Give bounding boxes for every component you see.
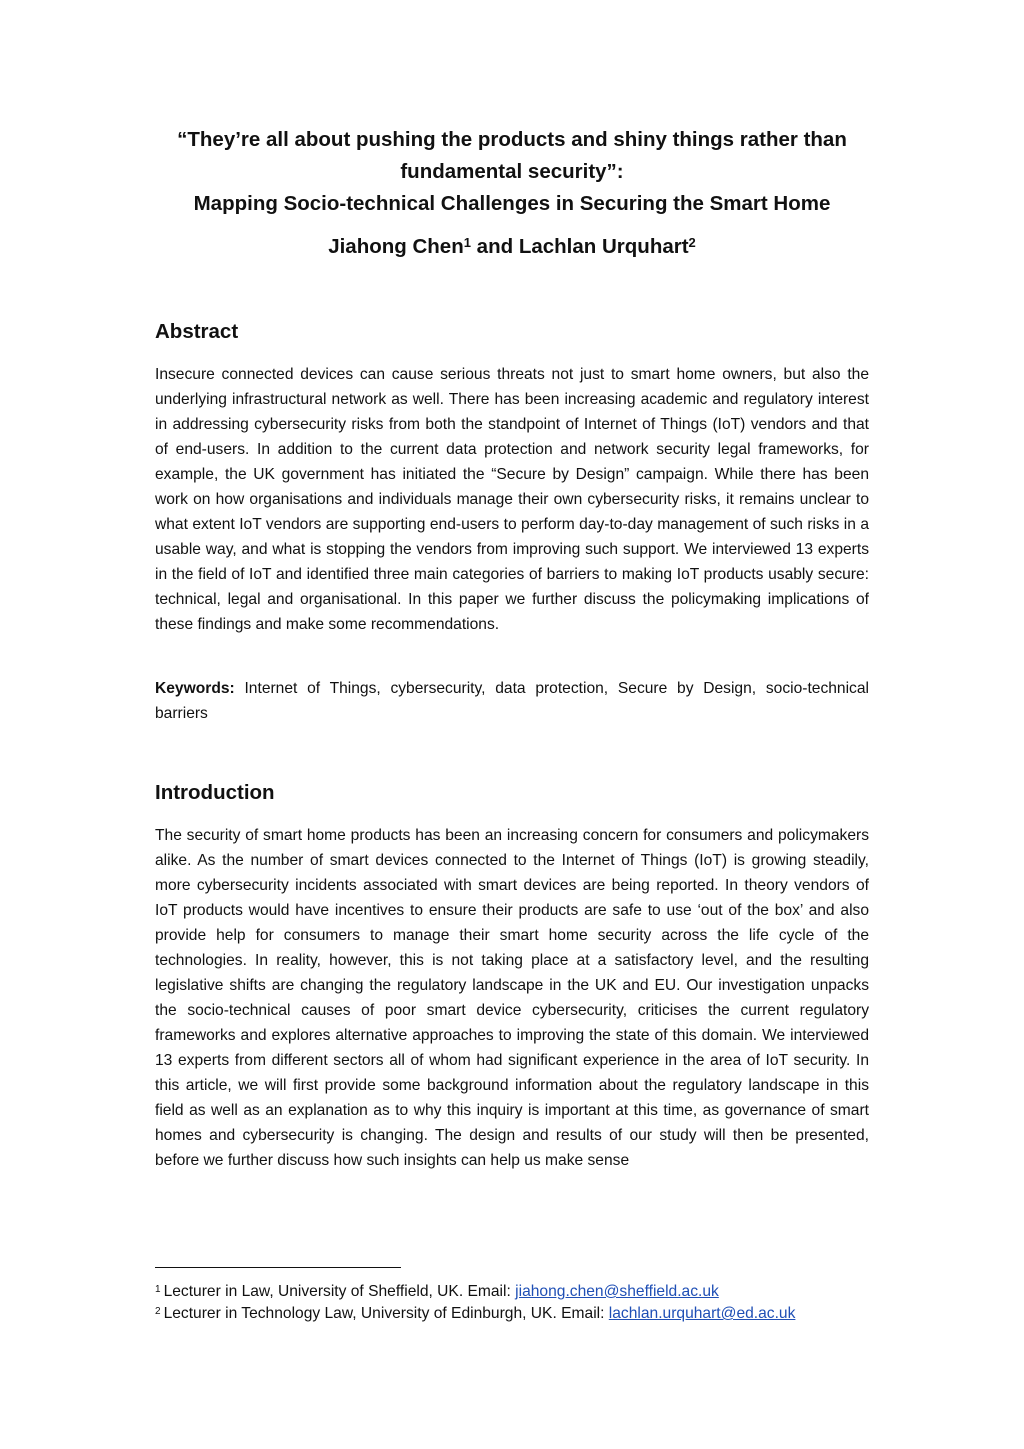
introduction-paragraph: The security of smart home products has been an increasing concern for consumers and policymakers alike. As the number of smart devices connected to the Internet of Things (IoT) is growing steadily, more cybersecurity incidents associated with smart devices are being reported. In theory vendors of IoT products would have incentives to ensure their products are safe to use ‘out of the box’ and also provide help for consumers to manage their smart home security across the life cycle of the technologies. In reality, however, this is not taking place at a satisfactory level, and the resulting legislative shifts are changing the regulatory landscape in the UK and EU. Our investigation unpacks the socio-technical causes of poor smart device cybersecurity, criticises the current regulatory frameworks and explores alternative approaches to improving the state of this domain. We interviewed 13 experts from different sectors all of whom had significant experience in the area of IoT security. In this article, we will first provide some background information about the regulatory landscape in this field as well as an explanation as to why this inquiry is important at this time, as governance of smart homes and cybersecurity is changing. The design and results of our study will then be presented, before we further discuss how such insights can help us make sense — [155, 827, 869, 1169]
author-2-footnote-mark[interactable]: 2 — [688, 235, 696, 250]
introduction-heading: Introduction — [155, 781, 275, 804]
footnote-1 — [155, 1281, 869, 1303]
footnote-separator — [155, 1267, 401, 1268]
paper-title — [155, 124, 869, 220]
keywords-paragraph — [155, 676, 869, 726]
footnote-1-email-link[interactable]: jiahong.chen@sheffield.ac.uk — [515, 1283, 719, 1300]
author-1-footnote-mark[interactable]: 1 — [463, 235, 471, 250]
author-connector: and — [470, 235, 519, 258]
abstract-paragraph: Insecure connected devices can cause serious threats not just to smart home owners, but also the underlying infrastructural network as well. There has been increasing academic and regulatory interest in addressing cybersecurity risks from both the standpoint of Internet of Things (IoT) vendors and that of end-users. In addition to the current data protection and network security legal frameworks, for example, the UK government has initiated the “Secure by Design” campaign. While there has been work on how organisations and individuals manage their own cybersecurity risks, it remains unclear to what extent IoT vendors are supporting end-users to perform day-to-day management of such risks in a usable way, and what is stopping the vendors from improving such support. We interviewed 13 experts in the field of IoT and identified three main categories of barriers to making IoT products usably secure: technical, legal and organisational. In this paper we further discuss the policymaking implications of these findings and make some recommendations. — [155, 366, 869, 633]
keywords-text: Internet of Things, cybersecurity, data protection, Secure by Design, socio-technical barriers — [155, 680, 869, 722]
author-line — [155, 231, 869, 263]
author-1-name: Jiahong Chen — [328, 235, 464, 258]
author-2-name: Lachlan Urquhart — [518, 235, 689, 258]
footnote-2-text: Lecturer in Technology Law, University of Edinburgh, UK. Email: — [163, 1305, 609, 1322]
abstract-heading: Abstract — [155, 320, 239, 343]
footnote-2-email-link[interactable]: lachlan.urquhart@ed.ac.uk — [608, 1305, 796, 1322]
footnote-1-text: Lecturer in Law, University of Sheffield, UK. Email: — [163, 1283, 516, 1300]
footnote-2-mark: 2 — [155, 1306, 161, 1317]
footnote-1-mark: 1 — [155, 1284, 161, 1295]
keywords-label: Keywords: — [155, 680, 235, 697]
title-line-3: Mapping Socio-technical Challenges in Securing the Smart Home — [193, 192, 831, 215]
title-line-1: “They’re all about pushing the products and shiny things rather than — [177, 128, 847, 151]
footnote-2 — [155, 1303, 869, 1325]
title-line-2: fundamental security”: — [400, 160, 624, 183]
